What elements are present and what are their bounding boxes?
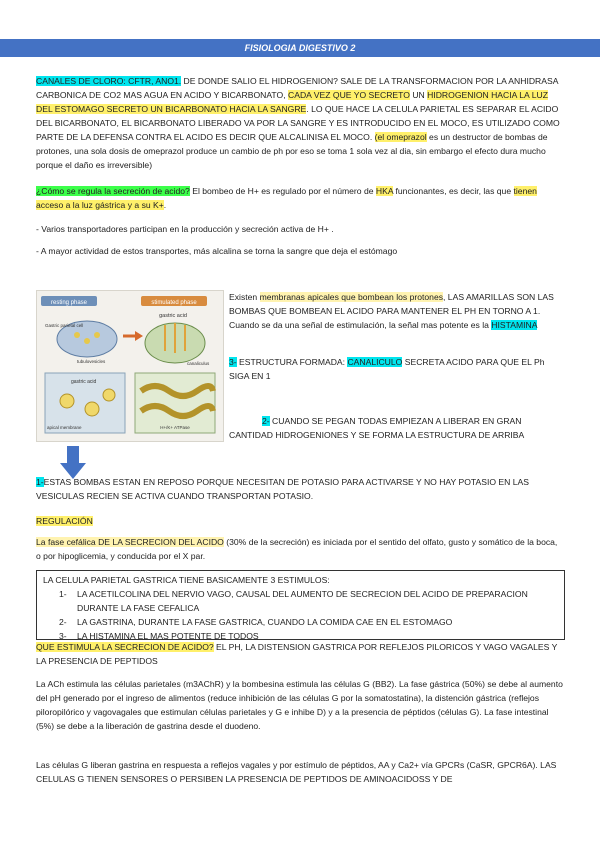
document-title: FISIOLOGIA DIGESTIVO 2 — [244, 43, 356, 53]
item-text: LA GASTRINA, DURANTE LA FASE GASTRICA, CUANDO LA COMIDA CAE EN EL ESTOMAGO — [77, 617, 453, 627]
bullet-1: - Varios transportadores participan en la producción y secreción activa de H+ . — [36, 224, 334, 234]
bullet-2: - A mayor actividad de estos transportes, más alcalina se torna la sangre que deja el estómago — [36, 246, 398, 256]
paragraph-ach: La ACh estimula las células parietales (m3AChR) y la bombesina estimula las células G (BB2). La fase gástrica (50%) se debe al aumento del pH generado por el ingreso de alimentos (reduce inhibición de las células G por la somatostatina), la distención gástrica (reflejos piloropilórico y vagovagales que estimulan células parietales y G e inhibe D) y a la presencia de péptidos (células G). La fase intestinal (5%) se debe a la liberación de gastrina desde el duodeno. — [36, 679, 563, 731]
item-number: 1- — [59, 589, 67, 599]
highlight-acceso-luz: tienen acceso a la luz gástrica y a su K+ — [36, 186, 537, 210]
vesicle — [84, 338, 90, 344]
highlight-hka: HKA — [375, 186, 394, 196]
side-note-pegan — [229, 414, 563, 442]
pump — [60, 394, 74, 408]
text: ESTAS BOMBAS ESTAN EN REPOSO PORQUE NECESITAN DE POTASIO PARA ACTIVARSE Y NO HAY POTASIO EN LAS VESICULAS RECIEN SE ACTIVA CUANDO TRANSPORTAN POTASIO. — [36, 477, 530, 501]
text: DE DONDE SALIO EL HIDROGENION? SALE DE LA TRANSFORMACION POR LA ANHIDRASA CARBONICA DE CO2 MAS AGUA EN ACIDO Y BICARBONATO, — [36, 76, 558, 100]
highlight-membranas-apicales: membranas apicales que bombean los protones — [259, 292, 444, 302]
text: El bombeo de H+ es regulado por el número de — [189, 186, 376, 196]
highlight-canales-cloro: CANALES DE CLORO: CFTR, ANO1. — [36, 76, 182, 86]
label-parietal-cell: Gastric parietal cell — [45, 323, 84, 328]
text: , LAS AMARILLAS SON LAS BOMBAS QUE BOMBEAN EL ACIDO PARA MANTENER EL PH EN TORNO A 1. Cuando se da una señal de estimulación, la señal mas potente es la — [229, 292, 554, 330]
text: UN — [409, 90, 428, 100]
highlight-canaliculo: CANALICULO — [347, 357, 403, 367]
highlight-fase-cefalica: La fase cefálica DE LA SECRECION DEL ACIDO — [36, 537, 224, 547]
parietal-cell-figure — [36, 290, 224, 442]
arrow-head — [135, 331, 143, 341]
label-canaliculus: canaliculus — [187, 361, 210, 366]
label-gastric-acid-2: gastric acid — [71, 379, 97, 385]
number-1: 1- — [36, 477, 44, 487]
label-gastric-acid-top: gastric acid — [159, 313, 187, 319]
number-3: 3- — [229, 357, 237, 367]
highlight-cada-vez: CADA VEZ QUE YO SECRETO — [288, 90, 410, 100]
paragraph-que-estimula — [36, 640, 564, 668]
vesicle — [94, 332, 100, 338]
highlight-que-estimula: QUE ESTIMULA LA SECRECION DE ACIDO? — [36, 642, 214, 652]
regulacion-title: REGULACIÓN — [36, 516, 93, 526]
item-text: LA ACETILCOLINA DEL NERVIO VAGO, CAUSAL DEL AUMENTO DE SECRECION DEL ACIDO DE PREPARACION DURANTE LA FASE CEFALICA — [77, 589, 528, 613]
text: es un destructor de bombas de protones, una sola dosis de omeprazol produce un cambio de ph por eso se toma 1 sola vez al dia, sin embargo el efecto dura mucho porque el daño es irreversible) — [36, 132, 548, 170]
item-text: LA HISTAMINA EL MAS POTENTE DE TODOS — [77, 631, 259, 641]
stimulus-item — [59, 615, 558, 629]
pump — [85, 402, 99, 416]
label-hk-atpase: H+/K+ ATPase — [160, 425, 190, 430]
stimuli-list — [37, 587, 564, 643]
text: funcionantes, es decir, las que — [393, 186, 514, 196]
text: CUANDO SE PEGAN TODAS EMPIEZAN A LIBERAR EN GRAN CANTIDAD HIDROGENIONES Y SE FORMA LA ESTRUCTURA DE ARRIBA — [229, 416, 525, 440]
stimuli-box — [36, 570, 565, 640]
text: . LO QUE HACE LA CELULA PARIETAL ES SEPARAR EL ACIDO DEL BICARBONATO, EL BICARBONATO LIBERADO VA POR LA SANGRE Y ES INTRODUCIDO EN EL MOCO, ES UTILIZADO COMO PARTE DE LA DEFENSA CONTRA EL ACIDO ES DECIR QUE ALCALINISA EL MOCO. — [36, 104, 560, 142]
stimuli-title: LA CELULA PARIETAL GASTRICA TIENE BASICAMENTE 3 ESTIMULOS: — [43, 575, 330, 585]
stimulus-item — [59, 587, 558, 615]
text: SECRETA ACIDO PARA QUE EL Ph SIGA EN 1 — [229, 357, 545, 381]
paragraph-celulas-g: Las células G liberan gastrina en respuesta a reflejos vagales y por estímulo de péptidos, AA y Ca2+ vía GPCRs (CaSR, GPCR6A). LAS CELULAS G TIENEN SENSORES O PERSIBEN LA PRESENCIA DE PEPTIDOS DE AMINOACIDOSS Y DE — [36, 760, 557, 784]
paragraph-regulacion-acido — [36, 184, 564, 212]
parietal-cell-illustration — [37, 291, 223, 441]
number-2: 2- — [262, 416, 270, 426]
label-tubulovesicles: tubulovesicles — [77, 359, 106, 364]
paragraph-cloro — [36, 74, 564, 172]
paragraph-bombas-reposo — [36, 475, 564, 503]
highlight-omeprazol: (el omeprazol — [374, 132, 427, 142]
text: Existen — [229, 292, 260, 302]
label-apical-membrane: apical membrane — [47, 425, 82, 430]
highlight-histamina: HISTAMINA — [491, 320, 538, 330]
pump — [103, 389, 115, 401]
text: . — [163, 200, 167, 210]
side-note-membranas — [229, 290, 563, 332]
highlight-hidrogenion: HIDROGENION HACIA LA LUZ DEL ESTOMAGO SECRETO UN BICARBONATO HACIA LA SANGRE — [36, 90, 548, 114]
text: EL PH, LA DISTENSION GASTRICA POR REFLEJOS PILORICOS Y VAGO VAGALES Y LA PRESENCIA DE PEPTIDOS — [36, 642, 558, 666]
heading-regulacion — [36, 514, 564, 528]
detail-stimulated — [135, 373, 215, 433]
vesicle — [74, 332, 80, 338]
paragraph-fase-cefalica — [36, 535, 564, 563]
text: ESTRUCTURA FORMADA: — [236, 357, 348, 367]
document-title-band — [0, 39, 600, 57]
item-number: 3- — [59, 631, 67, 641]
item-number: 2- — [59, 617, 67, 627]
text: (30% de la secreción) es iniciada por el sentido del olfato, gusto y somático de la boca, o por hipoglicemia, y conducida por el X par. — [36, 537, 558, 561]
highlight-como-se-regula: ¿Cómo se regula la secreción de acido? — [36, 186, 190, 196]
label-resting-phase: resting phase — [50, 300, 88, 306]
side-note-canaliculo — [229, 355, 563, 383]
label-stimulated-phase: stimulated phase — [151, 300, 197, 306]
